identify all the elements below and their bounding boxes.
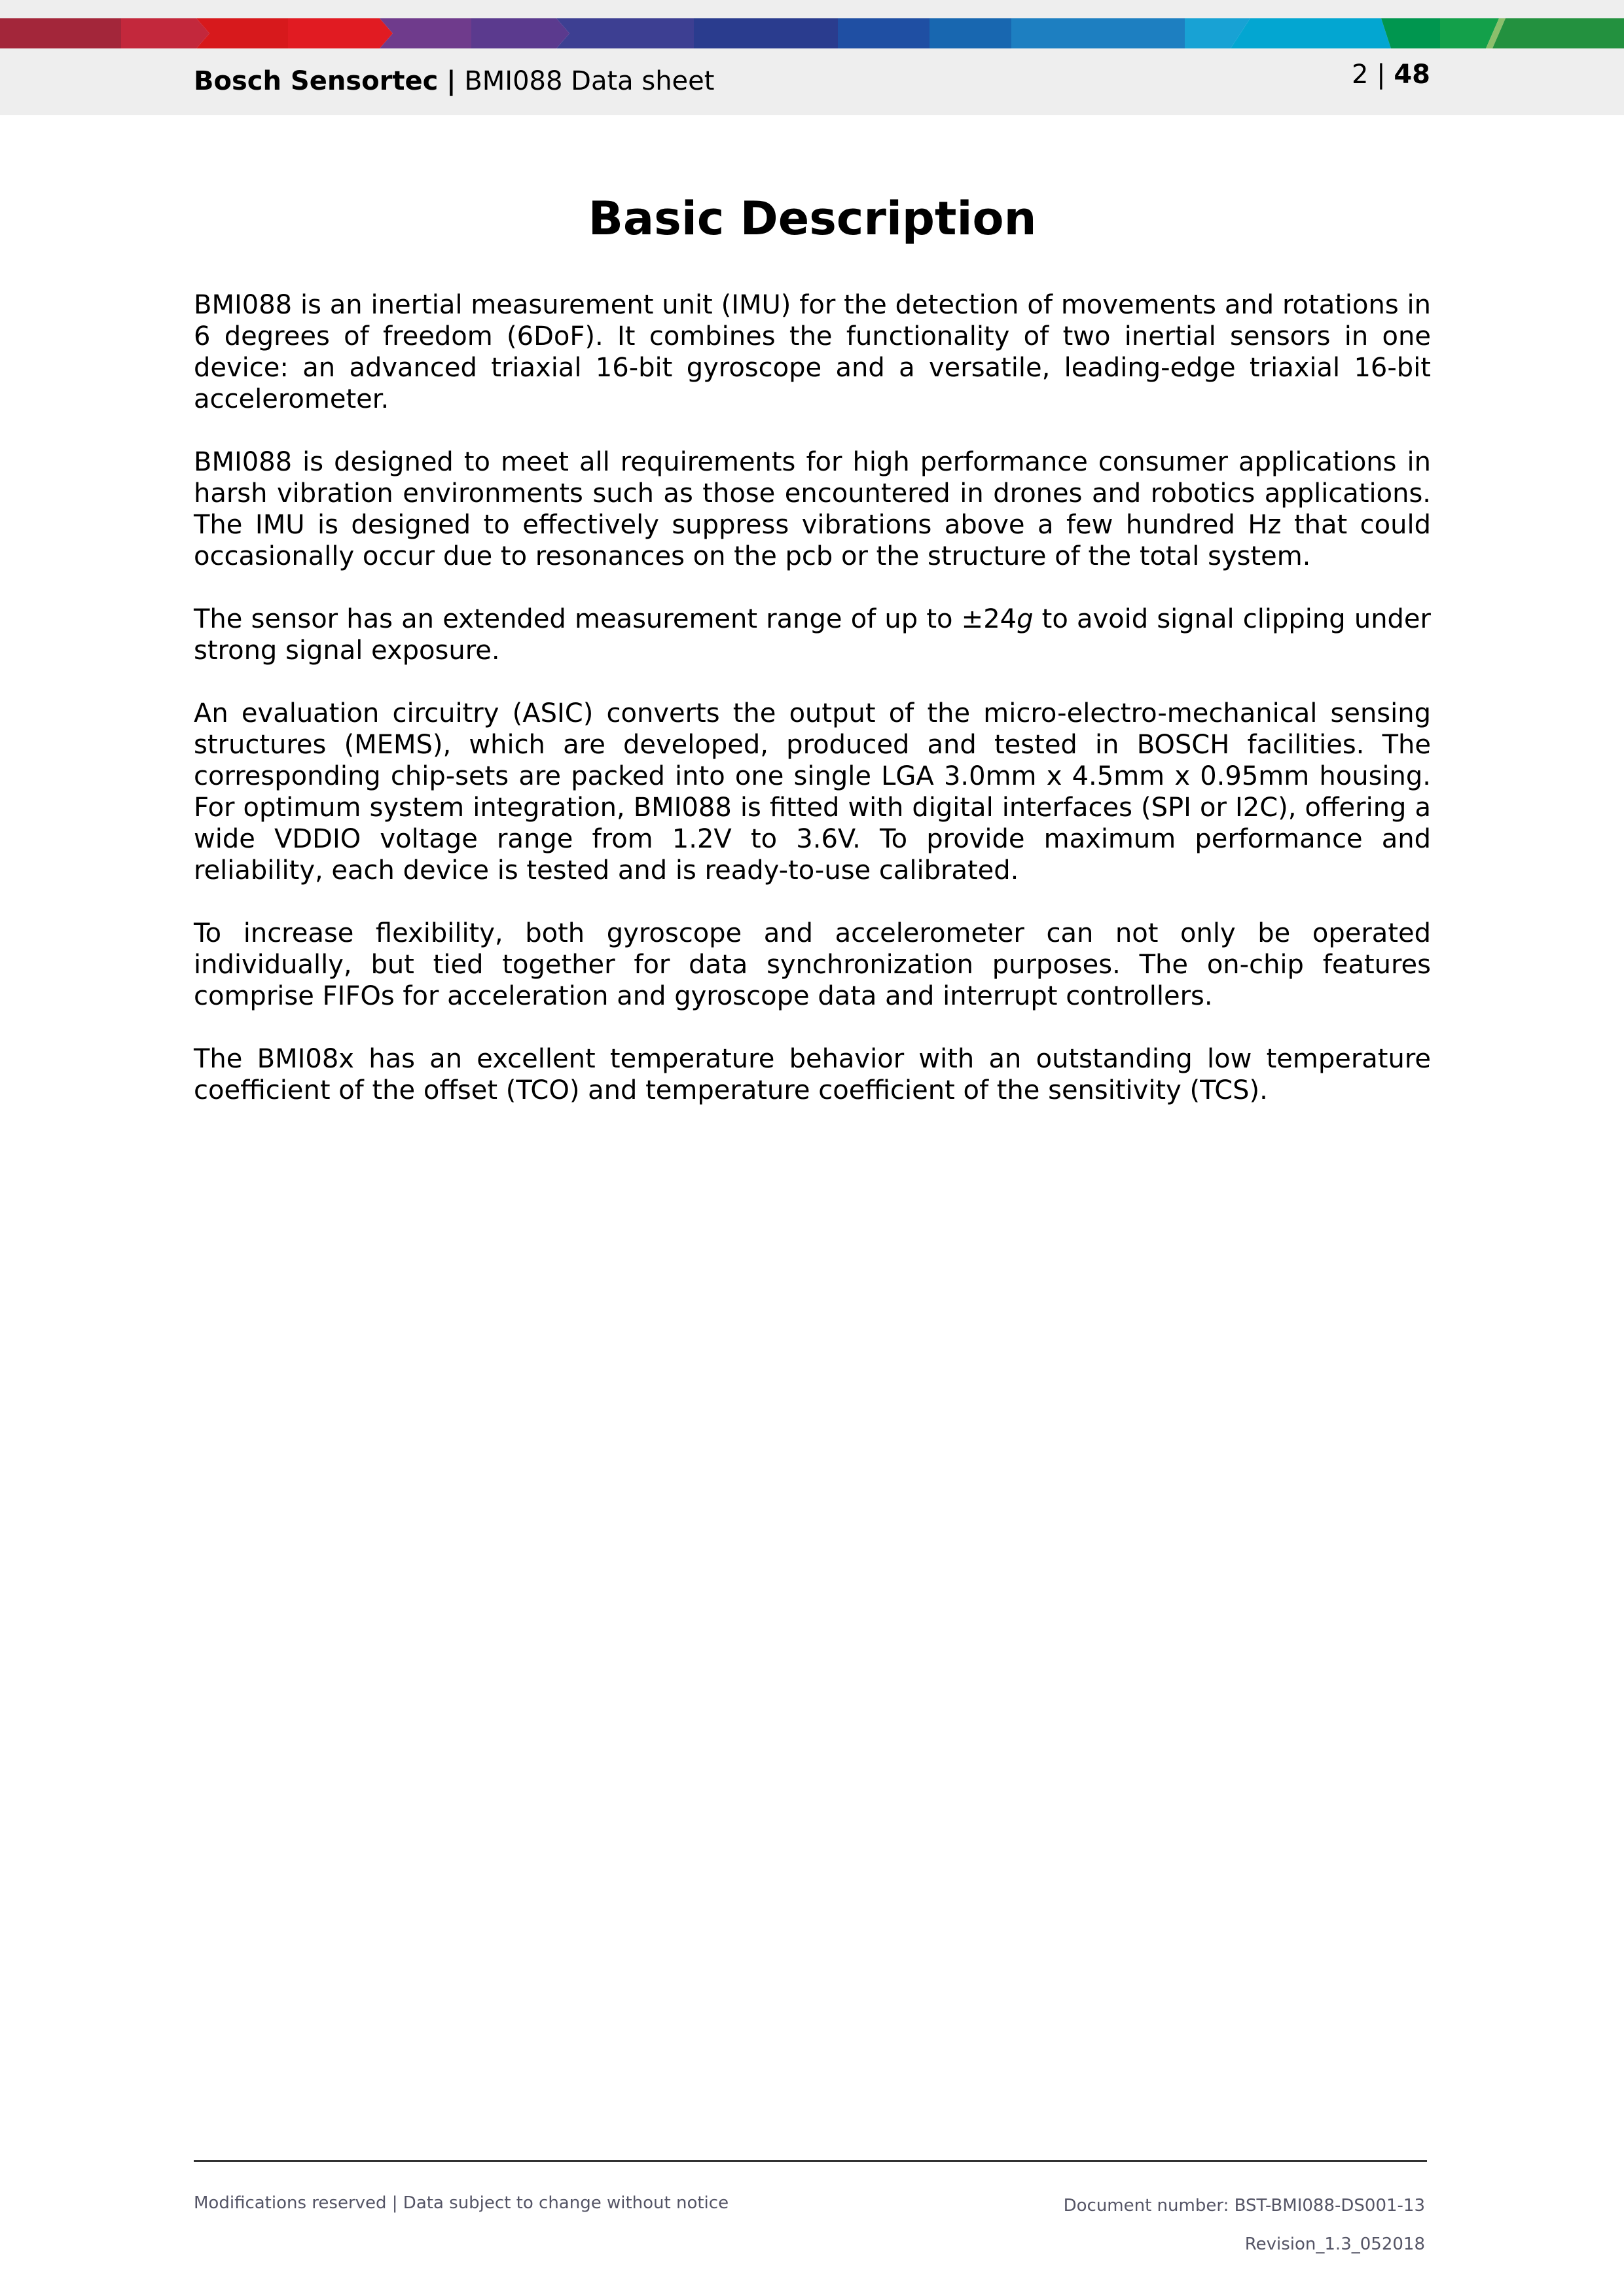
page-number [1352,58,1430,92]
brand-strip-segment [556,18,694,48]
paragraph: The BMI08x has an excellent temperature behavior with an outstanding low temperature coefficient of the offset (TCO) and temperature coefficient of the sensitivity (TCS). [194,1044,1431,1105]
brand-strip-segment [471,18,569,48]
brand-strip-segment [694,18,838,48]
brand-strip-segment [929,18,1011,48]
paragraph: BMI088 is an inertial measurement unit (IMU) for the detection of movements and rotations in 6 degrees of freedom (6DoF). It combines the functionality of two inertial sensors in one device: an advanced triaxial 16-bit gyroscope and a versatile, leading-edge triaxial 16-bit accelerometer. [194,290,1431,414]
brand-color-strip [0,18,1624,48]
header-document-label [194,64,714,98]
document-title: BMI088 Data sheet [464,66,715,96]
top-band [0,0,1624,18]
brand-strip-segment [121,18,209,48]
page-title: Basic Description [588,192,1037,245]
body-text [194,289,1431,1138]
brand-strip-segment [1231,18,1391,48]
page-total: 48 [1394,60,1430,90]
brand-strip-segment [288,18,393,48]
footer-revision: Revision_1.3_052018 [1244,2234,1425,2254]
footer-document-number: Document number: BST-BMI088-DS001-13 [1063,2196,1425,2215]
brand-strip-segment [838,18,929,48]
footer-divider [194,2160,1427,2162]
brand-strip-segment [1492,18,1624,48]
brand-strip-segment [1011,18,1185,48]
header-separator: | [446,66,456,96]
paragraph: To increase flexibility, both gyroscope and accelerometer can not only be operated individually, but tied together for data synchronization purposes. The on-chip features comprise FIFOs for acceleration and gyroscope data and interrupt controllers. [194,918,1431,1011]
range-unit: g [1017,604,1034,634]
paragraph-measurement-range [194,603,1431,666]
brand-strip-segment [196,18,288,48]
paragraph: An evaluation circuitry (ASIC) converts the output of the micro-electro-mechanical sensing structures (MEMS), which are developed, produced and tested in BOSCH facilities. The corresponding chip-sets are packed into one single LGA 3.0mm x 4.5mm x 0.95mm housing. For optimum system integration, BMI088 is fitted with digital interfaces (SPI or I2C), offering a wide VDDIO voltage range from 1.2V to 3.6V. To provide maximum performance and reliability, each device is tested and is ready-to-use calibrated. [194,698,1431,886]
range-text-before: The sensor has an extended measurement range of up to ±24 [194,604,1017,634]
range-text-after: to avoid signal clipping under strong signal exposure. [194,604,1431,666]
footer-notice: Modifications reserved | Data subject to change without notice [194,2193,729,2213]
page-current: 2 [1351,60,1369,90]
page-separator: | [1377,60,1386,90]
brand-strip-segment [0,18,121,48]
brand-strip-segment [1381,18,1440,48]
brand-strip-segment [380,18,471,48]
paragraph: BMI088 is designed to meet all requirements for high performance consumer applications in harsh vibration environments such as those encountered in drones and robotics applications. The IMU is designed to effectively suppress vibrations above a few hundred Hz that could occasionally occur due to resonances on the pcb or the structure of the total system. [194,447,1431,571]
company-name: Bosch Sensortec [194,66,439,96]
